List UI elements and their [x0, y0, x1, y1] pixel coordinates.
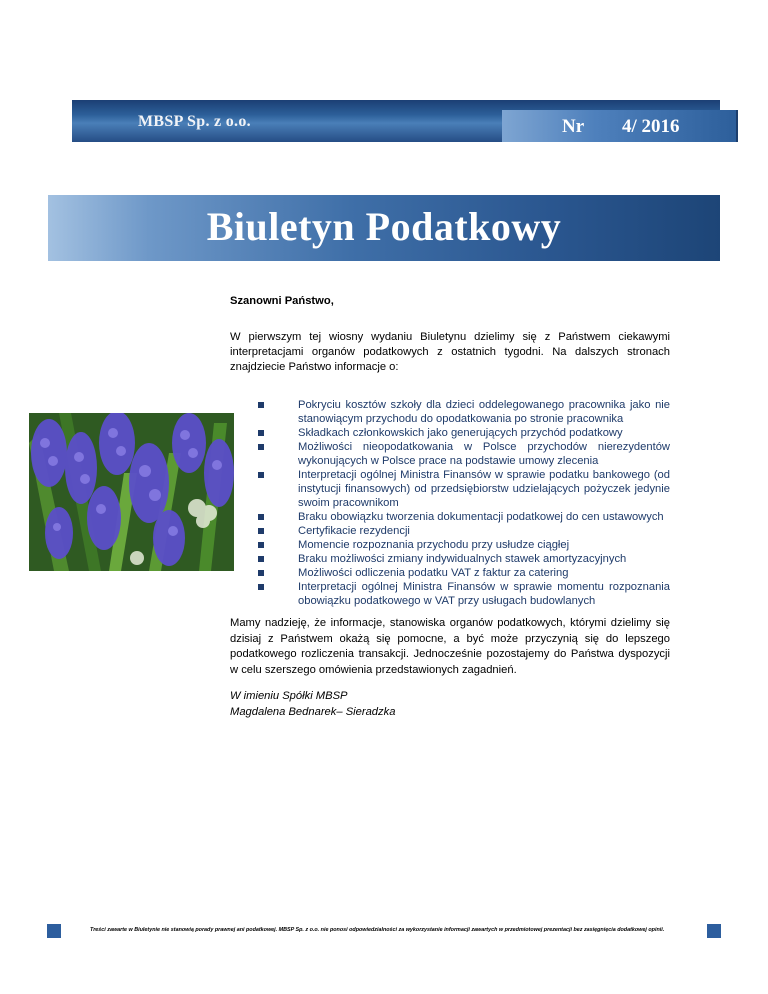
issue-box [502, 110, 738, 142]
issue-number: 4/ 2016 [622, 116, 680, 137]
signature [230, 688, 670, 720]
list-item [258, 468, 670, 510]
bullet-icon [258, 514, 264, 520]
list-item [258, 552, 670, 566]
topic-list [258, 398, 670, 608]
topic-text: Certyfikacie rezydencji [298, 525, 410, 537]
topic-text: Braku obowiązku tworzenia dokumentacji podatkowej do cen ustawowych [298, 511, 664, 523]
list-item [258, 426, 670, 440]
title-band [48, 195, 720, 261]
list-item [258, 538, 670, 552]
intro-paragraph: W pierwszym tej wiosny wydaniu Biuletynu dzielimy się z Państwem ciekawymi interpretacjami organów podatkowych z ostatnich tygodni. Na dalszych stronach znajdziecie Państwo informacje o: [230, 331, 670, 373]
topic-text: Składkach członkowskich jako generujących przychód podatkowy [298, 427, 623, 439]
issue-label: Nr [562, 116, 585, 137]
bullet-icon [258, 444, 264, 450]
bullet-icon [258, 570, 264, 576]
topic-text: Momencie rozpoznania przychodu przy usłudze ciągłej [298, 539, 570, 551]
bullet-icon [258, 430, 264, 436]
bullet-icon [258, 584, 264, 590]
list-item [258, 580, 670, 608]
hyacinth-photo [29, 413, 234, 571]
footer-disclaimer: Treści zawarte w Biuletynie nie stanowią porady prawnej ani podatkowej. MBSP Sp. z o.o. nie ponosi odpowiedzialności za wykorzystanie informacji zawartych w przedmiotowej prezentacji bez zasięgnięcia dodatkowej opinii. [90, 927, 665, 933]
list-item [258, 510, 670, 524]
signature-name: Magdalena Bednarek– Sieradzka [230, 706, 396, 718]
bulletin-title: Biuletyn Podatkowy [206, 204, 562, 249]
bullet-icon [258, 556, 264, 562]
list-item [258, 398, 670, 426]
footer-square-left [47, 924, 61, 938]
company-name: MBSP Sp. z o.o. [138, 113, 251, 130]
footer-square-right [707, 924, 721, 938]
topic-text: Braku możliwości zmiany indywidualnych stawek amortyzacyjnych [298, 553, 627, 565]
topic-text: Możliwości nieopodatkowania w Polsce przychodów nierezydentów wykonujących w Polsce prace na podstawie umowy zlecenia [298, 441, 670, 467]
topic-text: Interpretacji ogólnej Ministra Finansów w sprawie momentu rozpoznania obowiązku podatkowego w VAT przy usługach budowlanych [298, 581, 670, 607]
topic-text: Pokryciu kosztów szkoły dla dzieci oddelegowanego pracownika jako nie stanowiącym przychodu do opodatkowania po stronie pracownika [298, 399, 670, 425]
bullet-icon [258, 528, 264, 534]
bullet-icon [258, 542, 264, 548]
topic-text: Interpretacji ogólnej Ministra Finansów w sprawie podatku bankowego (od instytucji finansowych) od przedsiębiorstw udzielających pożyczek jedynie swoim pracownikom [298, 469, 670, 509]
list-item [258, 440, 670, 468]
list-item [258, 524, 670, 538]
bullet-icon [258, 472, 264, 478]
signature-company: W imieniu Spółki MBSP [230, 690, 348, 702]
closing-paragraph: Mamy nadzieję, że informacje, stanowiska organów podatkowych, którymi dzielimy się dzisiaj z Państwem okażą się pomocne, a być może przyczynią się do lepszego podatkowego rozliczenia transakcji. Jednocześnie pozostajemy do Państwa dyspozycji w celu szerszego omówienia przedstawionych zagadnień. [230, 617, 670, 676]
list-item [258, 566, 670, 580]
greeting: Szanowni Państwo, [230, 295, 334, 307]
topic-text: Możliwości odliczenia podatku VAT z faktur za catering [298, 567, 569, 579]
bullet-icon [258, 402, 264, 408]
